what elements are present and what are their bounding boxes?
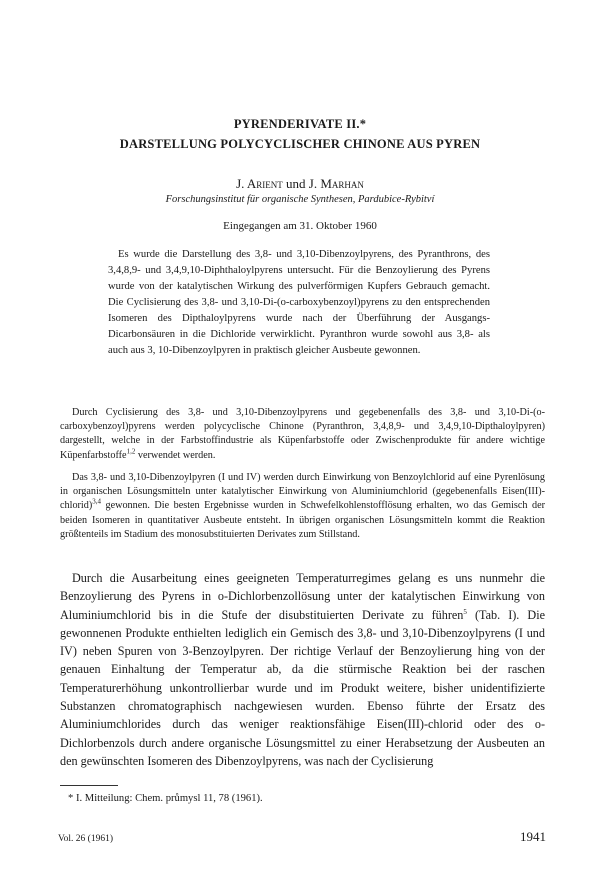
author-line (0, 176, 600, 192)
intro-p1-text-b: verwendet werden. (135, 449, 216, 461)
citation-superscript: 1,2 (126, 447, 136, 456)
citation-superscript: 3,4 (92, 498, 101, 507)
body-text-b: (Tab. I). Die gewonnenen Produkte enthielten lediglich ein Gemisch des 3,8- und 3,10-Dibenzoylpyrens (I und IV) neben Spuren von 3-Benzoylpyren. Der richtige Verlauf der Benzoylierung hing von der genauen Einhaltung der Temperatur ab, da die stürmische Reaktion bei der raschen Temperaturerhöhung unkontrollierbar wurde und im Produkt weitere, bisher unidentifizierte Substanzen chromatographisch nachgewiesen wurden. Ebenso führte der Ersatz des Aluminiumchlorides durch das weniger reaktionsfähige Eisen(III)-chlorid oder des o-Dichlorbenzols durch andere organische Lösungsmittel zu einer Herabsetzung der Ausbeuten an den gewünschten Isomeren des Dibenzoylpyrens, was nach der Cyclisierung (60, 607, 545, 768)
title-line-1: PYRENDERIVATE II.* (233, 117, 367, 131)
body-paragraph (60, 569, 545, 770)
page-number: 1941 (520, 829, 546, 844)
intro-p2-text-b: gewonnen. Die besten Ergebnisse wurden in Schwefelkohlenstofflösung erhalten, wo das Gemisch der beiden Isomeren in quantitativer Ausbeute entsteht. In übrigen organischen Lösungsmitteln kommt die Reaktion größtenteils im Stadium des monosubstituierten Derivates zum Stillstand. (60, 500, 545, 540)
footnote: * I. Mitteilung: Chem. průmysl 11, 78 (1961). (68, 793, 263, 804)
title-line-2: DARSTELLUNG POLYCYCLISCHER CHINONE AUS PYREN (119, 137, 481, 151)
institute-affiliation: Forschungsinstitut für organische Synthesen, Pardubice-Rybitví (165, 194, 435, 205)
received-date: Eingegangen am 31. Oktober 1960 (223, 220, 377, 232)
volume-label: Vol. 26 (1961) (58, 834, 113, 844)
author-2: J. Marhan (308, 176, 364, 191)
author-connector: und (282, 176, 309, 191)
author-1: J. Arient (236, 176, 283, 191)
intro-paragraph-2 (60, 471, 545, 542)
citation-superscript: 5 (463, 607, 467, 616)
intro-paragraph-1 (60, 406, 545, 463)
intro-p1-text-a: Durch Cyclisierung des 3,8- und 3,10-Dibenzoylpyrens und gegebenenfalls des 3,8- und 3,10-Di-(o-carboxybenzoyl)pyrens werden polycyclische Chinone (Pyranthron, 3,4,8,9- und 3,4,9,10-Dipthaloylpyren) dargestellt, welche in der Farbstoffindustrie als Küpenfarbstoffe oder Zwischenprodukte für andere wichtige Küpenfarbstoffe (60, 407, 545, 461)
body-text-a: Durch die Ausarbeitung eines geeigneten Temperaturregimes gelang es uns nunmehr die Benzoylierung des Pyrens in o-Dichlorbenzollösung unter der katalytischen Einwirkung von Aluminiumchlorid bis in die Stufe der disubstituierten Derivate zu führen (60, 571, 545, 622)
abstract: Es wurde die Darstellung des 3,8- und 3,10-Dibenzoylpyrens, des Pyranthrons, des 3,4,8,9- und 3,4,9,10-Diphthaloylpyrens untersucht. Für die Benzoylierung des Pyrens wurde von der katalytischen Wirkung des pulverförmigen Kupfers Gebrauch gemacht. Die Cyclisierung des 3,8- und 3,10-Di-(o-carboxybenzoyl)pyrens zu den entsprechenden Isomeren des Dipthaloylpyrens wurde nach der Überführung der Ausgangs-Dicarbonsäuren in die Dichloride verwirklicht. Pyranthron wurde sowohl aus 3,8- als auch aus 3, 10-Dibenzoylpyren in praktisch gleicher Ausbeute gewonnen. (108, 249, 490, 356)
intro-p2-text-a: Das 3,8- und 3,10-Dibenzoylpyren (I und IV) werden durch Einwirkung von Benzoylchlorid auf eine Pyrenlösung in organischen Lösungsmitteln unter katalytischer Einwirkung von Aluminiumchlorid (gegebenenfalls Eisen(III)-chlorid) (60, 472, 545, 512)
footnote-divider (60, 785, 118, 786)
